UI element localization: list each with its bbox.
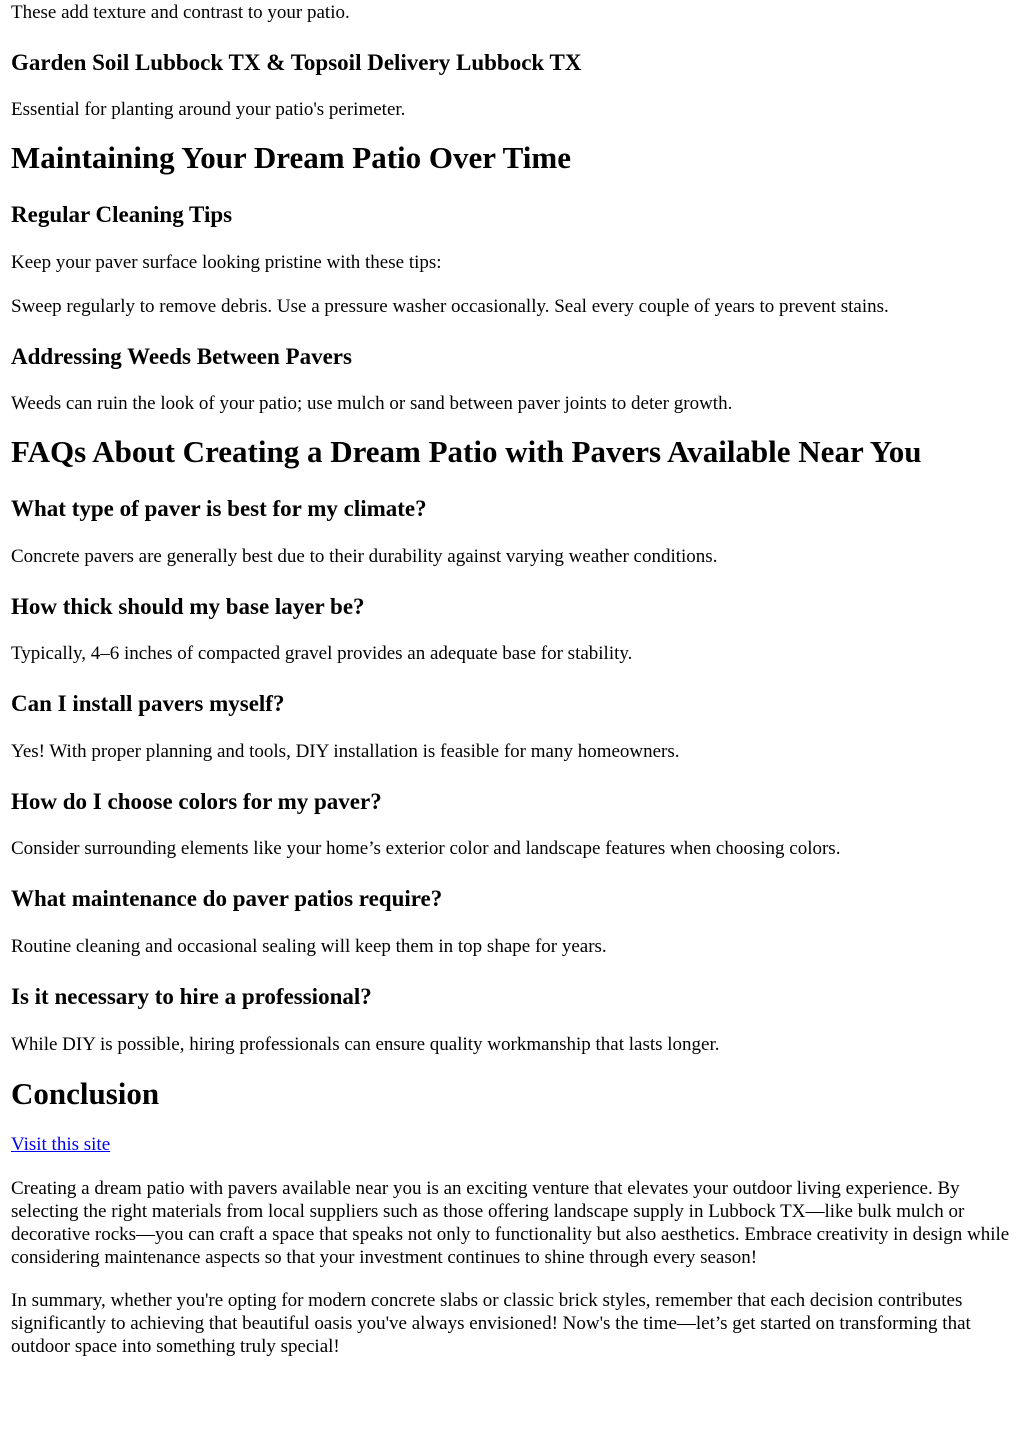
faq-question: How do I choose colors for my paver? (11, 789, 382, 814)
garden-soil-paragraph: Essential for planting around your patio's perimeter. (11, 99, 406, 120)
faq-list (11, 495, 1014, 1056)
conclusion-paragraph-1: Creating a dream patio with pavers available near you is an exciting venture that elevates your outdoor living experience. By selecting the right materials from local suppliers such as those offering landscape supply in Lubbock TX—like bulk mulch or decorative rocks—you can craft a space that speaks not only to functionality but also aesthetics. Embrace creativity in design while considering maintenance aspects so that your investment continues to shine through every season! (11, 1178, 1010, 1268)
cleaning-intro-paragraph: Keep your paver surface looking pristine with these tips: (11, 252, 442, 273)
cleaning-heading: Regular Cleaning Tips (11, 202, 233, 227)
faqs-heading: FAQs About Creating a Dream Patio with Pavers Available Near You (11, 434, 922, 469)
faq-question: What type of paver is best for my climate? (11, 496, 427, 521)
faq-answer: Concrete pavers are generally best due to their durability against varying weather conditions. (11, 546, 718, 567)
faq-question: Can I install pavers myself? (11, 691, 285, 716)
article-page (0, 1, 1024, 1358)
visit-site-link[interactable]: Visit this site (11, 1134, 111, 1155)
link-paragraph (11, 1133, 1014, 1156)
faq-answer: Yes! With proper planning and tools, DIY installation is feasible for many homeowners. (11, 741, 680, 762)
conclusion-heading: Conclusion (11, 1076, 160, 1111)
maintaining-heading: Maintaining Your Dream Patio Over Time (11, 140, 571, 175)
weeds-paragraph: Weeds can ruin the look of your patio; use mulch or sand between paver joints to deter growth. (11, 393, 733, 414)
garden-soil-heading: Garden Soil Lubbock TX & Topsoil Delivery Lubbock TX (11, 50, 582, 75)
faq-question: Is it necessary to hire a professional? (11, 984, 372, 1009)
faq-answer: Routine cleaning and occasional sealing will keep them in top shape for years. (11, 936, 607, 957)
faq-answer: While DIY is possible, hiring professionals can ensure quality workmanship that lasts longer. (11, 1034, 720, 1055)
faq-question: What maintenance do paver patios require? (11, 886, 443, 911)
texture-paragraph: These add texture and contrast to your patio. (11, 2, 350, 23)
cleaning-tips-paragraph: Sweep regularly to remove debris. Use a pressure washer occasionally. Seal every couple of years to prevent stains. (11, 296, 889, 317)
faq-question: How thick should my base layer be? (11, 594, 365, 619)
conclusion-paragraph-2: In summary, whether you're opting for modern concrete slabs or classic brick styles, remember that each decision contributes significantly to achieving that beautiful oasis you've always envisioned! Now's the time—let’s get started on transforming that outdoor space into something truly special! (11, 1290, 971, 1357)
faq-answer: Consider surrounding elements like your home’s exterior color and landscape features when choosing colors. (11, 838, 841, 859)
faq-answer: Typically, 4–6 inches of compacted gravel provides an adequate base for stability. (11, 643, 633, 664)
weeds-heading: Addressing Weeds Between Pavers (11, 344, 352, 369)
